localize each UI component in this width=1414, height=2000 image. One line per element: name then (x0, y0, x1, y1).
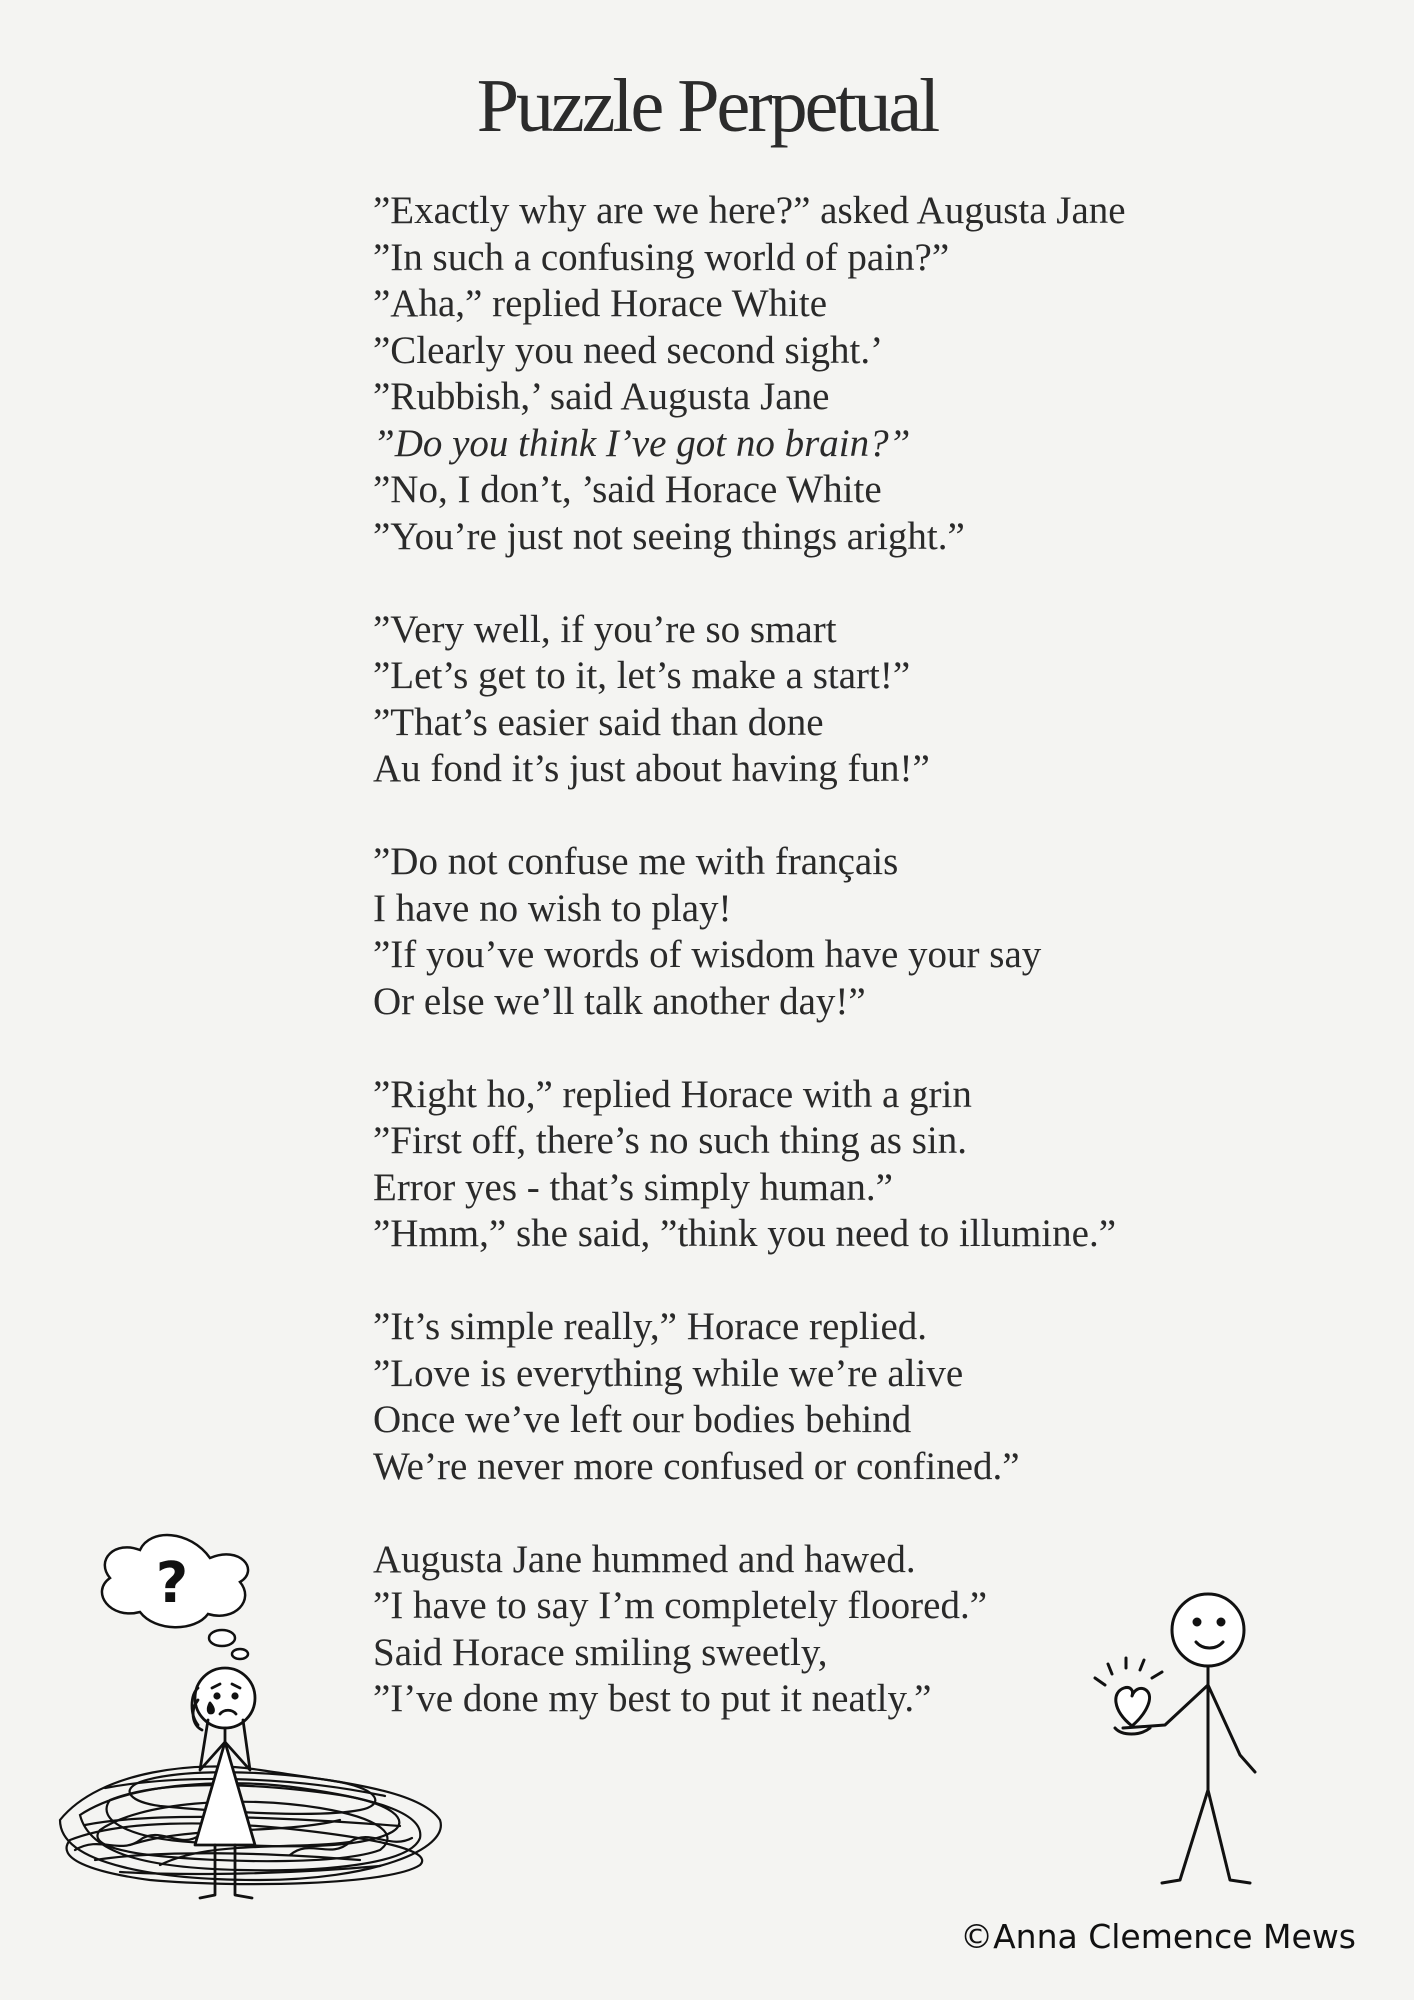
stanza (373, 839, 1233, 1025)
poem-title: Puzzle Perpetual (476, 64, 938, 148)
poem-line: ”That’s easier said than done (373, 700, 824, 744)
poem-line: ”In such a confusing world of pain?” (373, 235, 950, 279)
poem-line: ”If you’ve words of wisdom have your say (373, 933, 1042, 976)
stanza (373, 1304, 1233, 1490)
poem-line: ”I’ve done my best to put it neatly.” (373, 1677, 932, 1720)
poem-line: Once we’ve left our bodies behind (373, 1398, 912, 1441)
poem-line: ”You’re just not seeing things aright.” (373, 514, 965, 558)
poem-line: ”Love is everything while we’re alive (373, 1351, 964, 1395)
svg-text:?: ? (155, 1551, 189, 1616)
copyright-notice: ©Anna Clemence Mews (960, 1917, 1356, 1956)
poem-line: Au fond it’s just about having fun!” (373, 747, 930, 790)
poem-line: ”It’s simple really,” Horace replied. (373, 1305, 928, 1348)
poem-line: ”No, I don’t, ’said Horace White (373, 468, 882, 511)
poem-line: Or else we’ll talk another day!” (373, 979, 866, 1023)
poem-line: ”Very well, if you’re so smart (373, 607, 837, 651)
poem-line: Augusta Jane hummed and hawed. (373, 1537, 916, 1581)
poem-line: We’re never more confused or confined.” (373, 1444, 1020, 1488)
poem-line: Error yes - that’s simply human.” (373, 1165, 893, 1209)
poem-line: I have no wish to play! (373, 886, 732, 930)
stanza (373, 1072, 1233, 1258)
poem-line: Said Horace smiling sweetly, (373, 1630, 828, 1674)
poem-line: ”I have to say I’m completely floored.” (373, 1584, 988, 1627)
poem-body (373, 188, 1233, 1769)
stanza (373, 188, 1233, 560)
poem-line: ”Do you think I’ve got no brain?” (373, 421, 911, 465)
poem-line: ”Exactly why are we here?” asked Augusta Jane (373, 189, 1126, 232)
poem-line: ”Do not confuse me with français (373, 840, 899, 883)
poem-line: ”Let’s get to it, let’s make a start!” (373, 654, 911, 697)
poem-line: ”Clearly you need second sight.’ (373, 328, 884, 372)
poem-line: ”Aha,” replied Horace White (373, 282, 828, 325)
poem-line: ”Hmm,” she said, ”think you need to illumine.” (373, 1212, 1116, 1255)
poem-line: ”Rubbish,’ said Augusta Jane (373, 375, 830, 418)
confused-girl-on-scribble-icon (40, 1520, 460, 1900)
poem-line: ”Right ho,” replied Horace with a grin (373, 1072, 972, 1116)
stick-figure-offering-heart-icon (1040, 1580, 1300, 1900)
poem-line: ”First off, there’s no such thing as sin. (373, 1119, 967, 1162)
stanza (373, 607, 1233, 793)
